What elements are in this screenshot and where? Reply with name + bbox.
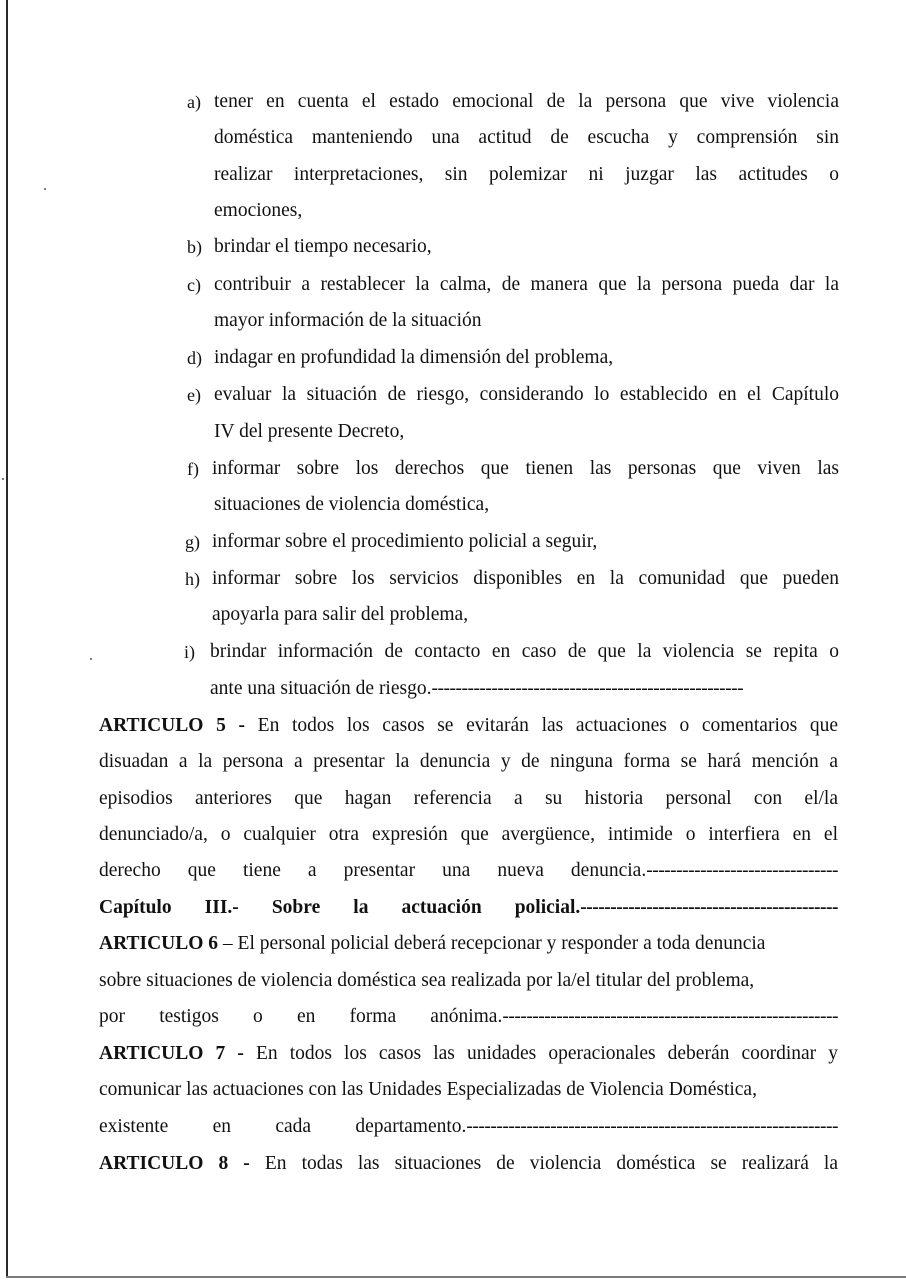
scan-speck (90, 658, 92, 660)
list-marker-h: h) (185, 569, 200, 589)
list-item-a-line4: emociones, (214, 200, 303, 221)
articulo-8-text: En todas las situaciones de violencia doméstica se realizará la (264, 1153, 839, 1174)
list-item-c-line2: mayor información de la situación (214, 310, 482, 331)
articulo-5-text-end: derecho que tiene a presentar una nueva denuncia. (99, 860, 647, 881)
articulo-6-heading: ARTICULO 6 (99, 933, 219, 954)
articulo-7-heading: ARTICULO 7 - (99, 1043, 244, 1064)
list-item-h-line1: informar sobre los servicios disponibles en la comunidad que pueden (212, 568, 839, 589)
articulo-5-text: En todos los casos se evitarán las actuaciones o comentarios que (257, 715, 839, 736)
articulo-5-line1 (99, 714, 838, 738)
fill-dashes: ------------------------------------------- (580, 897, 838, 918)
list-item-g-line1: informar sobre el procedimiento policial a seguir, (212, 531, 598, 552)
articulo-7-line1 (99, 1042, 838, 1066)
articulo-6-text: – El personal policial deberá recepcionar y responder a toda denuncia (222, 933, 766, 954)
articulo-5-heading: ARTICULO 5 - (99, 715, 245, 736)
list-marker-c: c) (187, 275, 201, 295)
fill-dashes: -------------------------------------------------------- (502, 1006, 838, 1027)
capitulo-3-heading (99, 896, 838, 920)
capitulo-3-title: Capítulo III.- Sobre la actuación policial. (99, 897, 581, 918)
articulo-5-line4: denunciado/a, o cualquier otra expresión que avergüence, intimide o interfiera en el (99, 824, 838, 845)
fill-dashes: -------------------------------- (646, 860, 838, 881)
articulo-5-line2: disuadan a la persona a presentar la denuncia y de ninguna forma se hará mención a (99, 751, 838, 772)
articulo-6-line3 (99, 1005, 838, 1029)
list-item-f-line1: informar sobre los derechos que tienen las personas que viven las (212, 458, 839, 479)
articulo-7-text: En todos los casos las unidades operacionales deberán coordinar y (255, 1043, 839, 1064)
articulo-7-text-end: existente en cada departamento. (99, 1116, 467, 1137)
list-item-d-line1: indagar en profundidad la dimensión del problema, (214, 347, 614, 368)
fill-dashes: ---------------------------------------------------- (431, 678, 744, 699)
list-item-i-text: ante una situación de riesgo. (210, 678, 432, 699)
list-item-a-line1: tener en cuenta el estado emocional de la persona que vive violencia (214, 91, 839, 112)
list-item-a-line2: doméstica manteniendo una actitud de escucha y comprensión sin (214, 127, 839, 148)
list-marker-d: d) (187, 348, 202, 368)
scan-speck (2, 478, 4, 480)
list-marker-g: g) (185, 532, 200, 552)
list-marker-i: i) (184, 642, 195, 662)
list-item-h-line2: apoyarla para salir del problema, (212, 604, 469, 625)
list-marker-a: a) (187, 92, 201, 112)
list-item-e-line2: IV del presente Decreto, (214, 421, 405, 442)
articulo-5-line3: episodios anteriores que hagan referencia a su historia personal con el/la (99, 788, 838, 809)
articulo-7-line3 (99, 1115, 838, 1139)
list-item-e-line1: evaluar la situación de riesgo, considerando lo establecido en el Capítulo (214, 384, 839, 405)
page-edge-left (6, 0, 8, 1277)
list-item-i-line1: brindar información de contacto en caso de que la violencia se repita o (210, 641, 839, 662)
list-item-c-line1: contribuir a restablecer la calma, de manera que la persona pueda dar la (214, 274, 839, 295)
list-item-a-line3: realizar interpretaciones, sin polemizar ni juzgar las actitudes o (214, 164, 839, 185)
list-marker-b: b) (187, 237, 202, 257)
page-edge-bottom (6, 1276, 906, 1278)
articulo-6-line1 (99, 932, 838, 956)
articulo-8-line1 (99, 1152, 838, 1176)
fill-dashes: -------------------------------------------------------------- (466, 1116, 838, 1137)
list-marker-e: e) (187, 385, 201, 405)
articulo-6-text-end: por testigos o en forma anónima. (99, 1006, 503, 1027)
articulo-8-heading: ARTICULO 8 - (99, 1153, 250, 1174)
articulo-5-line5 (99, 859, 838, 883)
list-marker-f: f) (187, 459, 199, 479)
list-item-i-line2 (210, 677, 743, 701)
articulo-7-line2: comunicar las actuaciones con las Unidades Especializadas de Violencia Doméstica, (99, 1079, 757, 1100)
list-item-f-line2: situaciones de violencia doméstica, (214, 494, 490, 515)
list-item-b-line1: brindar el tiempo necesario, (214, 236, 432, 257)
articulo-6-line2: sobre situaciones de violencia doméstica sea realizada por la/el titular del problema, (99, 970, 755, 991)
scan-speck (44, 188, 46, 190)
